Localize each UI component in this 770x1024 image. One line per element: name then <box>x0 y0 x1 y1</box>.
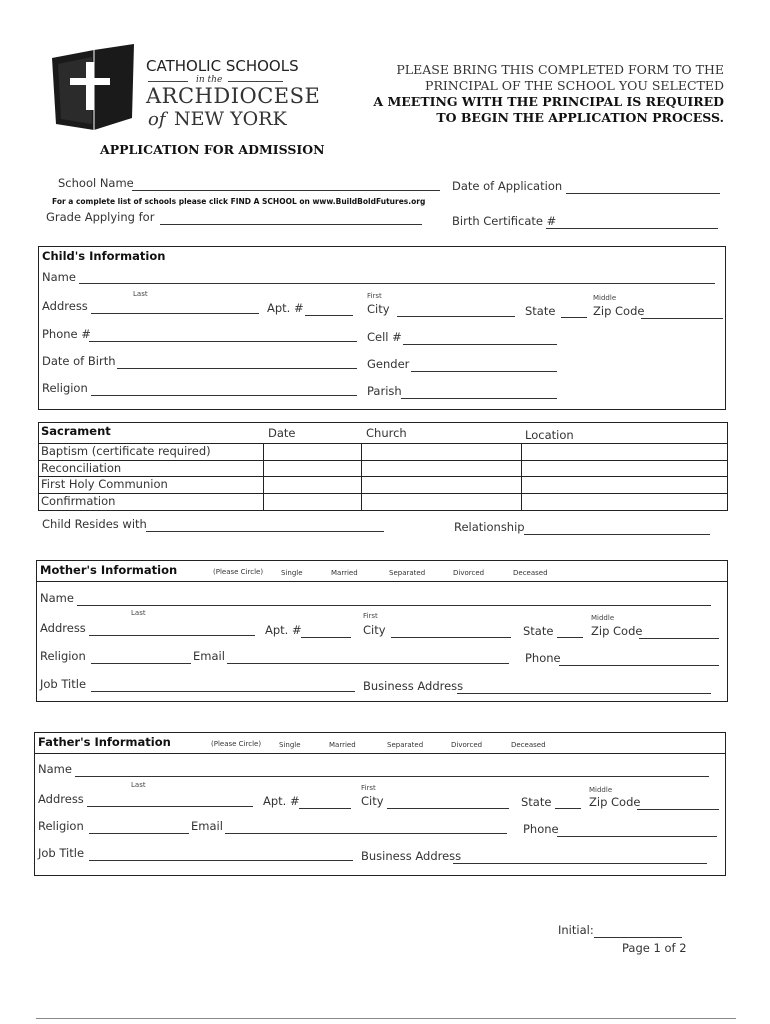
archdiocese-logo <box>48 44 321 136</box>
school-name-field[interactable] <box>132 190 440 191</box>
child-religion-label: Religion <box>42 381 88 395</box>
child-phone-field[interactable] <box>89 341 357 342</box>
father-phone-field[interactable] <box>557 836 717 837</box>
mother-middle-caption: Middle <box>591 614 615 622</box>
child-zip-label: Zip Code <box>593 304 645 318</box>
sacrament-row-communion: First Holy Communion <box>41 477 168 491</box>
sacrament-table <box>38 422 728 510</box>
child-state-label: State <box>525 304 556 318</box>
father-name-label: Name <box>38 762 72 776</box>
mother-name-label: Name <box>40 591 74 605</box>
child-first-caption: First <box>367 292 382 300</box>
mother-address-label: Address <box>40 621 86 635</box>
father-status-separated[interactable]: Separated <box>387 741 424 749</box>
logo-line-2: in the <box>196 75 223 85</box>
sacrament-row-baptism: Baptism (certificate required) <box>41 444 211 458</box>
father-city-label: City <box>361 794 384 808</box>
mother-business-address-field[interactable] <box>457 693 711 694</box>
child-parish-field[interactable] <box>401 398 557 399</box>
father-status-single[interactable]: Single <box>279 741 301 749</box>
father-state-label: State <box>521 795 552 809</box>
child-city-field[interactable] <box>397 316 515 317</box>
mother-last-caption: Last <box>131 609 146 617</box>
child-info-section <box>38 246 726 410</box>
cross-book-icon <box>48 44 140 136</box>
child-religion-field[interactable] <box>91 395 357 396</box>
mother-city-field[interactable] <box>391 637 511 638</box>
father-religion-field[interactable] <box>89 833 189 834</box>
mother-religion-field[interactable] <box>91 663 191 664</box>
school-hint: For a complete list of schools please click FIND A SCHOOL on www.BuildBoldFutures.org <box>52 197 426 206</box>
page-number: Page 1 of 2 <box>622 941 687 955</box>
mother-email-field[interactable] <box>227 663 509 664</box>
mother-phone-label: Phone <box>525 651 561 665</box>
child-middle-caption: Middle <box>593 294 617 302</box>
mother-status-separated[interactable]: Separated <box>389 569 426 577</box>
mother-name-field[interactable] <box>77 605 711 606</box>
mother-city-label: City <box>363 623 386 637</box>
child-zip-field[interactable] <box>641 318 723 319</box>
mother-info-section <box>36 560 728 702</box>
father-zip-field[interactable] <box>637 809 719 810</box>
child-phone-label: Phone # <box>42 327 91 341</box>
child-gender-label: Gender <box>367 357 410 371</box>
child-resides-with-label: Child Resides with <box>42 517 147 531</box>
birth-certificate-label: Birth Certificate # <box>452 214 557 228</box>
father-business-address-label: Business Address <box>361 849 462 863</box>
father-last-caption: Last <box>131 781 146 789</box>
notice-line-3: A MEETING WITH THE PRINCIPAL IS REQUIRED <box>373 94 724 109</box>
notice-line-4: TO BEGIN THE APPLICATION PROCESS. <box>436 110 724 125</box>
logo-line-1: CATHOLIC SCHOOLS <box>146 57 299 75</box>
father-city-field[interactable] <box>387 808 509 809</box>
sacrament-row-reconciliation: Reconciliation <box>41 461 122 475</box>
mother-address-field[interactable] <box>89 635 255 636</box>
mother-apt-label: Apt. # <box>265 623 302 637</box>
form-title: APPLICATION FOR ADMISSION <box>100 142 325 157</box>
grade-applying-field[interactable] <box>160 224 422 225</box>
mother-info-title: Mother's Information <box>40 563 178 577</box>
mother-job-title-label: Job Title <box>40 677 87 691</box>
father-phone-label: Phone <box>523 822 559 836</box>
relationship-field[interactable] <box>524 534 710 535</box>
father-status-married[interactable]: Married <box>329 741 356 749</box>
child-apt-label: Apt. # <box>267 301 304 315</box>
mother-status-deceased[interactable]: Deceased <box>513 569 548 577</box>
location-header: Location <box>525 428 574 442</box>
logo-line-3: ARCHDIOCESE <box>146 84 321 108</box>
child-resides-with-field[interactable] <box>146 531 384 532</box>
child-name-field[interactable] <box>79 283 715 284</box>
notice-line-1: PLEASE BRING THIS COMPLETED FORM TO THE <box>396 62 724 77</box>
logo-line-4b: NEW YORK <box>174 108 287 130</box>
father-job-title-field[interactable] <box>89 860 353 861</box>
father-name-field[interactable] <box>75 776 709 777</box>
child-city-label: City <box>367 302 390 316</box>
child-last-caption: Last <box>133 290 148 298</box>
father-business-address-field[interactable] <box>453 863 707 864</box>
child-cell-field[interactable] <box>403 344 557 345</box>
father-state-field[interactable] <box>555 808 581 809</box>
child-name-label: Name <box>42 270 76 284</box>
birth-certificate-field[interactable] <box>546 228 718 229</box>
father-email-field[interactable] <box>225 833 507 834</box>
father-first-caption: First <box>361 784 376 792</box>
date-of-application-field[interactable] <box>566 193 720 194</box>
date-of-application-label: Date of Application <box>452 179 563 193</box>
mother-please-circle: (Please Circle) <box>213 568 264 576</box>
child-gender-field[interactable] <box>411 371 557 372</box>
child-dob-field[interactable] <box>117 368 357 369</box>
mother-phone-field[interactable] <box>559 665 719 666</box>
father-zip-label: Zip Code <box>589 795 641 809</box>
father-job-title-label: Job Title <box>38 846 85 860</box>
mother-status-single[interactable]: Single <box>281 569 303 577</box>
father-address-label: Address <box>38 792 84 806</box>
father-apt-field[interactable] <box>299 808 351 809</box>
mother-email-label: Email <box>193 649 225 663</box>
date-header: Date <box>268 426 296 440</box>
child-address-label: Address <box>42 299 88 313</box>
sacrament-header: Sacrament <box>41 424 111 438</box>
father-apt-label: Apt. # <box>263 794 300 808</box>
child-parish-label: Parish <box>367 384 402 398</box>
mother-first-caption: First <box>363 612 378 620</box>
sacrament-row-confirmation: Confirmation <box>41 494 116 508</box>
father-status-divorced[interactable]: Divorced <box>451 741 483 749</box>
mother-religion-label: Religion <box>40 649 86 663</box>
mother-state-label: State <box>523 624 554 638</box>
father-address-field[interactable] <box>87 806 253 807</box>
mother-apt-field[interactable] <box>301 637 351 638</box>
child-info-title: Child's Information <box>42 249 166 263</box>
notice-line-2: PRINCIPAL OF THE SCHOOL YOU SELECTED <box>425 78 724 93</box>
father-info-title: Father's Information <box>38 735 171 749</box>
father-religion-label: Religion <box>38 819 84 833</box>
initial-field[interactable] <box>594 937 682 938</box>
school-name-label: School Name <box>58 176 134 190</box>
bottom-rule <box>36 1018 736 1019</box>
grade-applying-label: Grade Applying for <box>46 210 155 224</box>
father-email-label: Email <box>191 819 223 833</box>
father-middle-caption: Middle <box>589 786 613 794</box>
relationship-label: Relationship <box>454 520 525 534</box>
mother-zip-label: Zip Code <box>591 624 643 638</box>
child-apt-field[interactable] <box>305 315 353 316</box>
mother-job-title-field[interactable] <box>91 691 355 692</box>
initial-label: Initial: <box>558 923 594 937</box>
father-please-circle: (Please Circle) <box>211 740 262 748</box>
church-header: Church <box>366 426 407 440</box>
mother-zip-field[interactable] <box>639 638 719 639</box>
child-address-field[interactable] <box>91 313 259 314</box>
logo-line-4a: of <box>148 109 166 130</box>
child-dob-label: Date of Birth <box>42 354 116 368</box>
child-cell-label: Cell # <box>367 330 402 344</box>
father-info-section <box>34 732 726 876</box>
mother-state-field[interactable] <box>557 637 583 638</box>
mother-status-married[interactable]: Married <box>331 569 358 577</box>
mother-business-address-label: Business Address <box>363 679 464 693</box>
child-state-field[interactable] <box>561 317 587 318</box>
mother-status-divorced[interactable]: Divorced <box>453 569 485 577</box>
father-status-deceased[interactable]: Deceased <box>511 741 546 749</box>
